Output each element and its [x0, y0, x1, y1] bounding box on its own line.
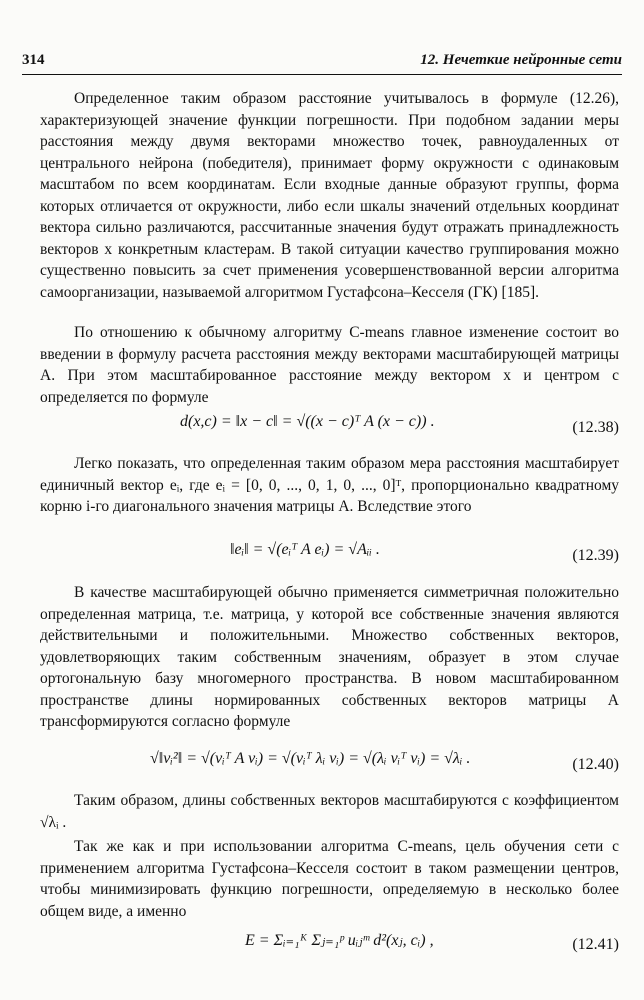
equation-12-41: [40, 930, 619, 964]
page-header: [22, 52, 622, 75]
paragraph-3: Легко показать, что определенная таким образом мера расстояния масштабирует единичный вектор eᵢ, где eᵢ = [0, 0, ..., 0, 1, 0, ..., 0]ᵀ, пропорционально квадратному корню i-го диагонального значения матрицы A. Вследствие этого: [40, 455, 619, 515]
equation-number: (12.41): [572, 936, 619, 953]
equation-12-40: [40, 750, 619, 784]
chapter-title: 12. Нечеткие нейронные сети: [420, 52, 622, 68]
equation-formula: E = Σᵢ₌₁ᴷ Σⱼ₌₁ᵖ uᵢⱼᵐ d²(xⱼ, cᵢ) ,: [245, 932, 434, 949]
equation-number: (12.38): [572, 419, 619, 436]
equation-12-39: [40, 541, 619, 575]
equation-formula: ‖eᵢ‖ = √(eᵢᵀ A eᵢ) = √Aᵢᵢ .: [230, 541, 380, 558]
paragraph-4: В качестве масштабирующей обычно применяется симметричная положительно определенная матрица, т.е. матрица, у которой все собственные значения являются действительными и положительными. Множество собственных векторов, удовлетворяющих таким собственным значениям, образует в этом случае ортогональную базу многомерного пространства. В новом масштабированном пространстве длины нормированных собственных векторов матрицы A трансформируются согласно формуле: [40, 584, 619, 730]
paragraph-5: Таким образом, длины собственных векторов масштабируются с коэффициентом √λᵢ .: [40, 792, 619, 831]
paragraph-1: Определенное таким образом расстояние учитывалось в формуле (12.26), характеризующей значение функции погрешности. При подобном задании меры расстояния между двумя векторами множество точек, равноудаленных от центрального нейрона (победителя), принимает форму окружности с одинаковым масштабом по всем координатам. Если входные данные образуют группы, форма которых отличается от окружности, либо если шкалы значений отдельных координат вектора сильно различаются, рассчитанные значения будут отражать принадлежность векторов x конкретным кластерам. В такой ситуации качество группирования можно существенно повысить за счет применения усовершенствованной версии алгоритма самоорганизации, называемой алгоритмом Густафсона–Кесселя (ГК) [185].: [40, 90, 619, 301]
paragraph-2: По отношению к обычному алгоритму C-means главное изменение состоит во введении в формулу расчета расстояния между векторами масштабирующей матрицы A. При этом масштабированное расстояние между вектором x и центром c определяется по формуле: [40, 324, 619, 406]
paragraph-6: Так же как и при использовании алгоритма C-means, цель обучения сети с применением алгоритма Густафсона–Кесселя состоит в таком размещении центров, чтобы минимизировать функцию погрешности, определяемую в несколько более общем виде, а именно: [40, 838, 619, 920]
equation-12-38: [40, 413, 619, 447]
page-number: 314: [22, 52, 45, 68]
equation-number: (12.39): [572, 547, 619, 564]
equation-formula: √‖vᵢ²‖ = √(vᵢᵀ A vᵢ) = √(vᵢᵀ λᵢ vᵢ) = √(λᵢ vᵢᵀ vᵢ) = √λᵢ .: [150, 750, 471, 767]
equation-formula: d(x,c) = ‖x − c‖ = √((x − c)ᵀ A (x − c)) .: [180, 413, 435, 430]
equation-number: (12.40): [572, 756, 619, 773]
